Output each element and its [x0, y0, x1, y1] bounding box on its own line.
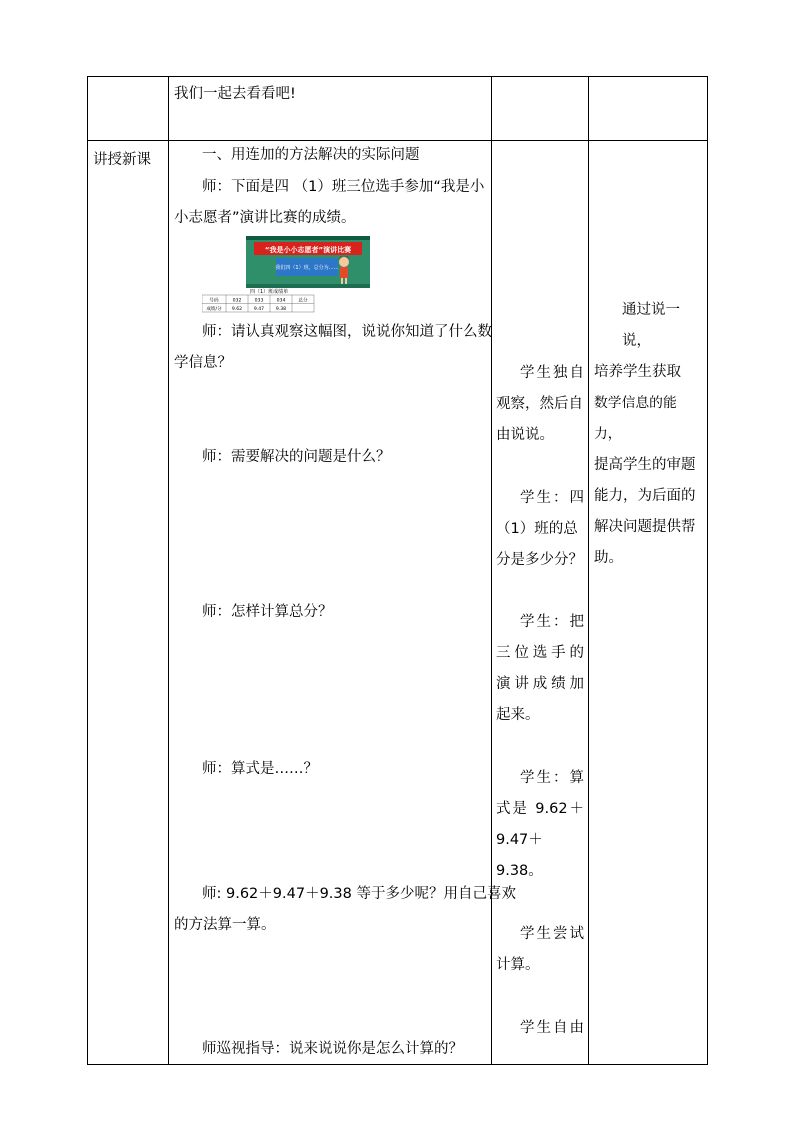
student-block: [496, 919, 584, 981]
score-header: 号码: [209, 298, 219, 304]
girl-leg: [345, 278, 347, 285]
col-border-1: [168, 76, 169, 1065]
section-label: 讲授新课: [93, 152, 151, 168]
score-header: 034: [276, 298, 286, 304]
student-line: 观察，然后自: [496, 396, 583, 412]
intent-line: 助。: [594, 550, 623, 566]
student-block: [496, 763, 584, 887]
student-block: [496, 607, 584, 731]
banner-text: “我是小小志愿者”演讲比赛: [264, 246, 352, 254]
score-header: 032: [232, 298, 242, 304]
teacher-line: 师：需要解决的问题是什么？: [202, 449, 391, 465]
intro-text: 我们一起去看看吧!: [174, 86, 296, 102]
teacher-line: 师：请认真观察这幅图，说说你知道了什么数: [202, 324, 492, 340]
score-table-title: 四（1）班成绩单: [250, 289, 289, 295]
intent-line: 解决问题提供帮: [594, 519, 696, 535]
score-header: 033: [254, 298, 264, 304]
teacher-line: 的方法算一算。: [174, 917, 276, 933]
stage-top: [246, 236, 370, 240]
girl-dress: [340, 267, 348, 278]
teacher-line: 学信息？: [174, 355, 232, 371]
student-line: 分是多少分？: [496, 552, 583, 568]
girl-leg: [341, 278, 343, 285]
girl-head: [339, 257, 349, 267]
student-line: 计算。: [496, 957, 540, 973]
student-line: 演讲成绩加: [496, 676, 584, 692]
col-border-right: [707, 76, 708, 1065]
col-border-left: [87, 76, 88, 1065]
student-line: 学生：算: [520, 770, 584, 786]
table-top-border: [87, 76, 708, 77]
student-line: 由说说。: [496, 427, 554, 443]
student-line: 起来。: [496, 707, 540, 723]
student-block: [496, 1013, 584, 1044]
col-border-2: [491, 76, 492, 1065]
stage-floor: [246, 284, 370, 288]
student-line: 学生尝试: [520, 926, 584, 942]
intent-line: 能力，为后面的: [594, 488, 696, 504]
student-line: 三位选手的: [496, 645, 584, 661]
score-row-label: 成绩/分: [206, 307, 222, 312]
col-border-3: [588, 76, 589, 1065]
intent-line: 培养学生获取: [594, 364, 681, 380]
student-block: [496, 483, 584, 576]
score-cell: 9.62: [231, 307, 243, 312]
teacher-line: 小志愿者”演讲比赛的成绩。: [174, 210, 356, 226]
teacher-line: 师：算式是……？: [202, 761, 318, 777]
student-line: （1）班的总: [496, 521, 578, 537]
score-cell: 9.47: [253, 307, 265, 312]
student-line: 学生自由: [520, 1020, 584, 1036]
intent-block: [594, 295, 704, 574]
student-block: [496, 358, 584, 451]
intent-line: 通过说一说，: [622, 302, 680, 349]
student-line: 9.47＋9.38。: [496, 832, 543, 879]
teacher-line: 师: 9.62＋9.47＋9.38 等于多少呢？用自己喜欢: [202, 886, 516, 902]
intent-line: 数学信息的能力，: [594, 395, 677, 442]
teacher-line: 师巡视指导：说来说说你是怎么计算的？: [202, 1041, 463, 1057]
teacher-line: 师：怎样计算总分？: [202, 604, 333, 620]
contest-illustration: [202, 236, 370, 314]
intent-line: 提高学生的审题: [594, 457, 696, 473]
student-line: 式是 9.62＋: [496, 801, 584, 817]
teacher-line: 师：下面是四 （1）班三位选手参加“我是小: [202, 179, 485, 195]
score-cell: 9.38: [275, 307, 287, 312]
section-heading: 一、用连加的方法解决的实际问题: [202, 147, 420, 163]
student-line: 学生：四: [520, 490, 584, 506]
score-header: 总分: [298, 298, 308, 304]
speech-text: 我们四（1）班，总分为……: [275, 265, 339, 271]
student-line: 学生：把: [520, 614, 584, 630]
student-line: 学生独自: [520, 365, 584, 381]
